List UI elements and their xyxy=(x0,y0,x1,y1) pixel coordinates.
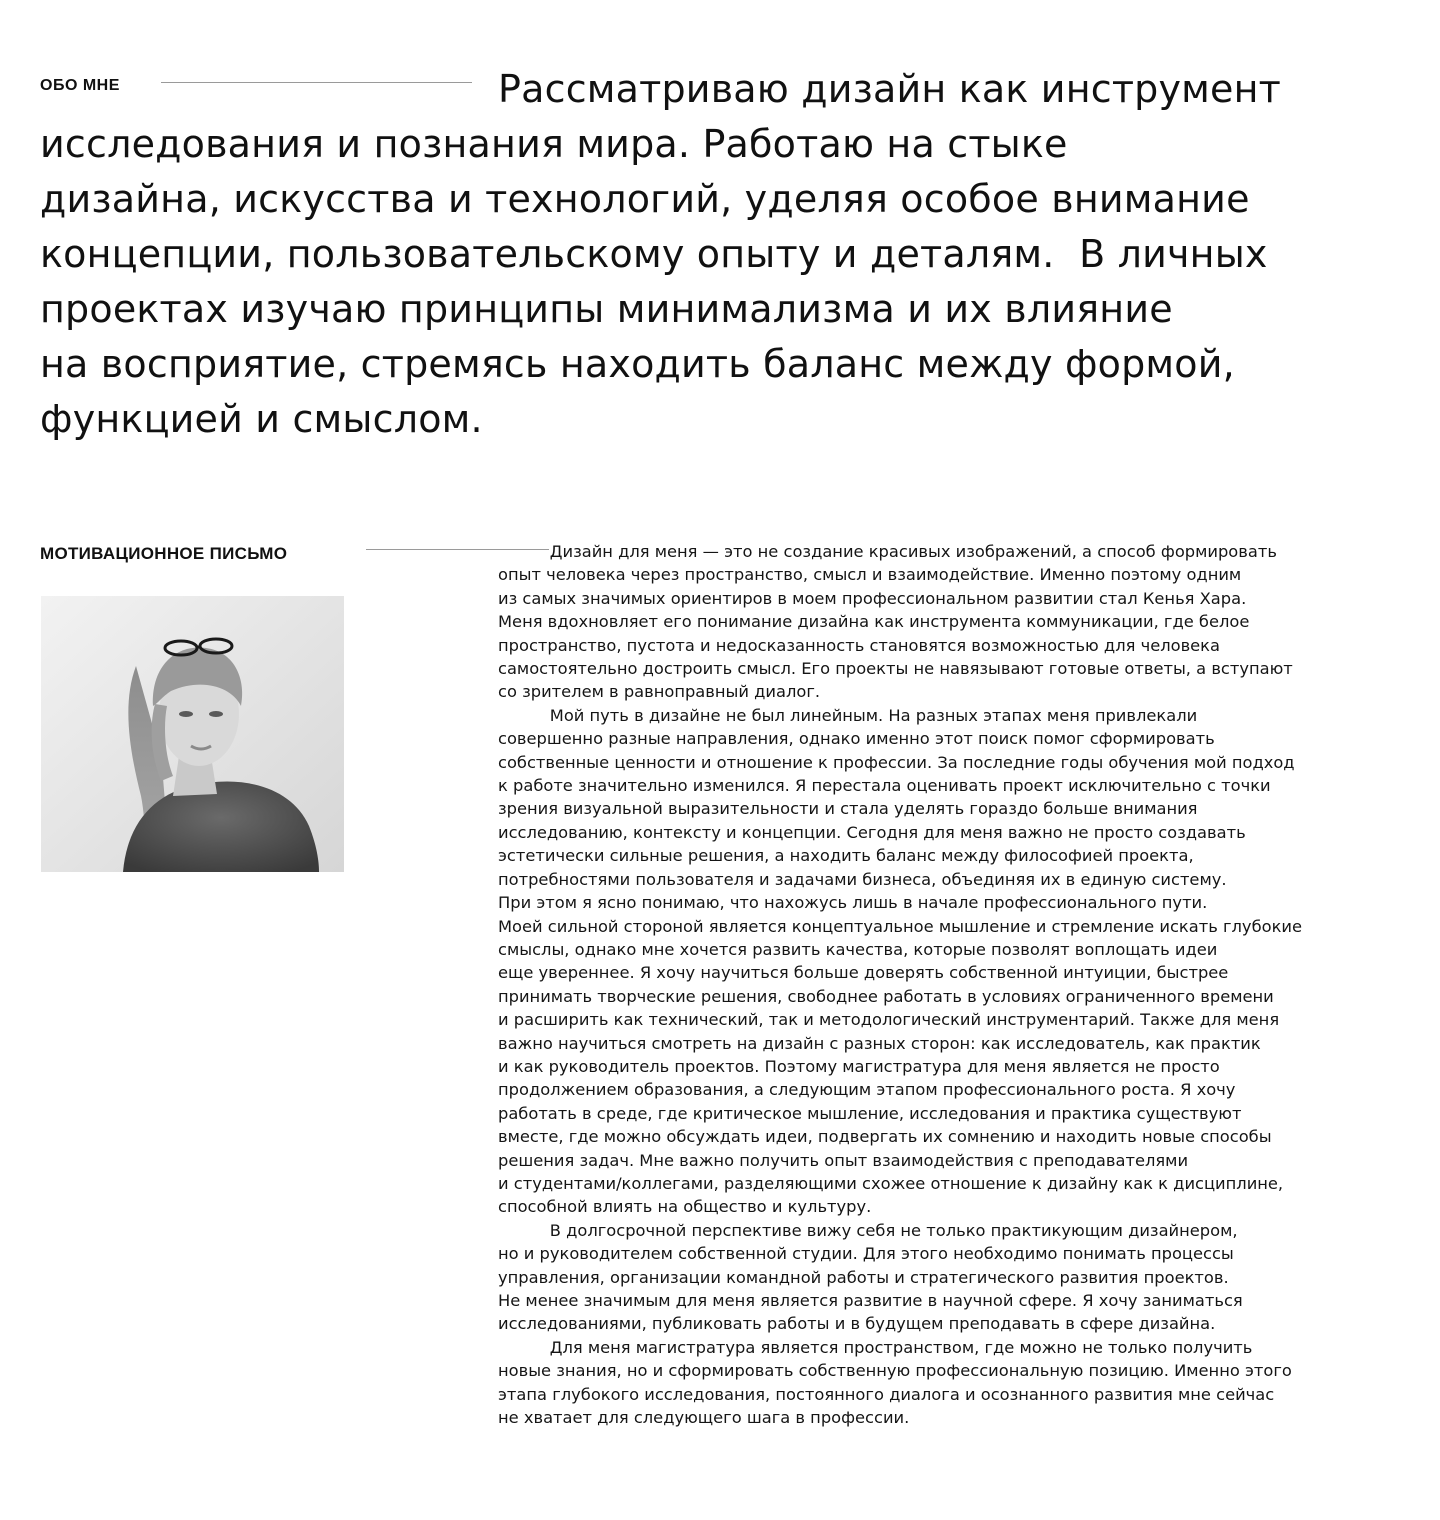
letter-line: но и руководителем собственной студии. Для этого необходимо понимать процессы xyxy=(498,1244,1234,1264)
letter-line: решения задач. Мне важно получить опыт взаимодействия с преподавателями xyxy=(498,1150,1189,1170)
letter-line: и как руководитель проектов. Поэтому магистратура для меня является не просто xyxy=(498,1056,1220,1076)
letter-line: принимать творческие решения, свободнее работать в условиях ограниченного времени xyxy=(498,986,1274,1006)
letter-line: Дизайн для меня — это не создание красивых изображений, а способ формировать xyxy=(498,542,1277,561)
letter-line: важно научиться смотреть на дизайн с разных сторон: как исследователь, как практик xyxy=(498,1033,1261,1053)
letter-line: смыслы, однако мне хочется развить качества, которые позволят воплощать идеи xyxy=(498,939,1218,959)
letter-line: Меня вдохновляет его понимание дизайна как инструмента коммуникации, где белое xyxy=(498,612,1250,632)
portrait-photo-icon xyxy=(41,596,344,872)
letter-line: способной влиять на общество и культуру. xyxy=(498,1197,872,1217)
letter-line: исследованиями, публиковать работы и в будущем преподавать в сфере дизайна. xyxy=(498,1314,1216,1334)
letter-line: При этом я ясно понимаю, что нахожусь лишь в начале профессионального пути. xyxy=(498,893,1208,913)
letter-line: Для меня магистратура является пространством, где можно не только получить xyxy=(498,1337,1253,1357)
letter-line: собственные ценности и отношение к профессии. За последние годы обучения мой подход xyxy=(498,752,1295,772)
letter-line: новые знания, но и сформировать собственную профессиональную позицию. Именно этого xyxy=(498,1361,1292,1381)
letter-line: потребностями пользователя и задачами бизнеса, объединяя их в единую систему. xyxy=(498,869,1227,889)
about-statement: Рассматриваю дизайн как инструмент исследования и познания мира. Работаю на стыке дизайна, искусства и технологий, уделяя особое внимание концепции, пользовательскому опыту и деталям. В личных проектах изучаю принципы минимализма и их влияние на восприятие, стремясь находить баланс между формой, функцией и смыслом. xyxy=(40,67,1281,441)
letter-line: этапа глубокого исследования, постоянного диалога и осознанного развития мне сейчас xyxy=(498,1384,1275,1404)
letter-line: зрения визуальной выразительности и стала уделять гораздо больше внимания xyxy=(498,799,1198,819)
letter-line: Моей сильной стороной является концептуальное мышление и стремление искать глубокие xyxy=(498,916,1302,936)
letter-line: из самых значимых ориентиров в моем профессиональном развитии стал Кенья Хара. xyxy=(498,588,1247,608)
letter-line: и расширить как технический, так и методологический инструментарий. Также для меня xyxy=(498,1010,1280,1030)
letter-line: к работе значительно изменился. Я перестала оценивать проект исключительно с точки xyxy=(498,776,1271,796)
letter-line: эстетически сильные решения, а находить баланс между философией проекта, xyxy=(498,846,1194,866)
letter-line: опыт человека через пространство, смысл и взаимодействие. Именно поэтому одним xyxy=(498,565,1242,585)
letter-line: пространство, пустота и недосказанность становятся возможностью для человека xyxy=(498,635,1220,655)
letter-line: и студентами/коллегами, разделяющими схожее отношение к дизайну как к дисциплине, xyxy=(498,1173,1284,1193)
letter-line: продолжением образования, а следующим этапом профессионального роста. Я хочу xyxy=(498,1080,1236,1100)
motivation-letter xyxy=(498,540,1413,1429)
letter-line: совершенно разные направления, однако именно этот поиск помог сформировать xyxy=(498,729,1215,749)
letter-line: Мой путь в дизайне не был линейным. На разных этапах меня привлекали xyxy=(498,705,1198,725)
letter-line: вместе, где можно обсуждать идеи, подвергать их сомнению и находить новые способы xyxy=(498,1127,1272,1147)
letter-line: работать в среде, где критическое мышление, исследования и практика существуют xyxy=(498,1103,1242,1123)
letter-line: не хватает для следующего шага в профессии. xyxy=(498,1408,910,1428)
letter-line: управления, организации командной работы и стратегического развития проектов. xyxy=(498,1267,1229,1287)
letter-line: еще увереннее. Я хочу научиться больше доверять собственной интуиции, быстрее xyxy=(498,963,1229,983)
letter-line: исследованию, контексту и концепции. Сегодня для меня важно не просто создавать xyxy=(498,822,1246,842)
letter-line: Не менее значимым для меня является развитие в научной сфере. Я хочу заниматься xyxy=(498,1291,1243,1310)
portrait-photo xyxy=(41,596,344,872)
letter-line: самостоятельно достроить смысл. Его проекты не навязывают готовые ответы, а вступают xyxy=(498,659,1293,679)
about-label: ОБО МНЕ xyxy=(40,77,120,94)
motivation-label: МОТИВАЦИОННОЕ ПИСЬМО xyxy=(40,544,288,563)
letter-line: со зрителем в равноправный диалог. xyxy=(498,682,821,702)
letter-line: В долгосрочной перспективе вижу себя не только практикующим дизайнером, xyxy=(498,1220,1238,1240)
